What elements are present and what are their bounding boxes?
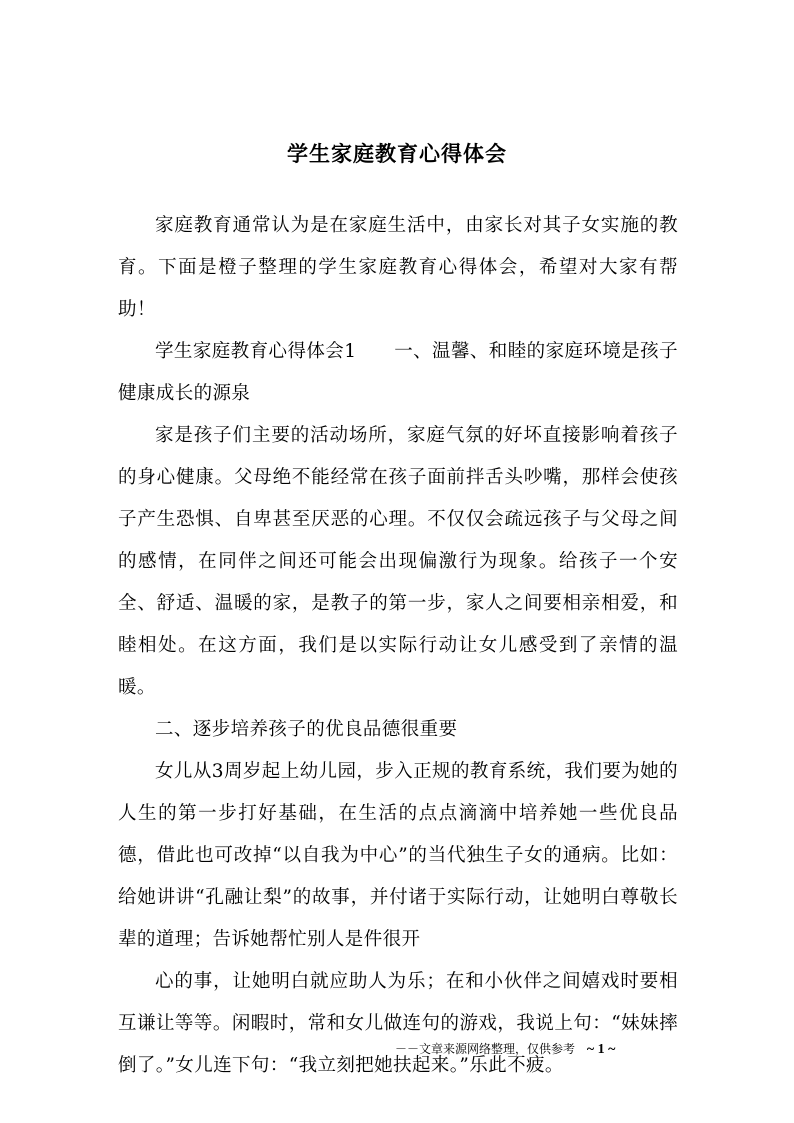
footer-source-note: －－文章来源网络整理，仅供参考 xyxy=(395,1042,576,1056)
page-number: ~ 1 ~ xyxy=(586,1042,616,1057)
paragraph-intro: 家庭教育通常认为是在家庭生活中，由家长对其子女实施的教育。下面是橙子整理的学生家庭教育心得体会，希望对大家有帮助！ xyxy=(118,215,678,320)
paragraph-helping-others: 心的事，让她明白就应助人为乐；在和小伙伴之间嬉戏时要相互谦让等等。闲暇时，常和女儿做连句的游戏，我说上句：“妹妹摔倒了。”女儿连下句：“我立刻把她扶起来。”乐此不疲。 xyxy=(118,971,678,1076)
paragraph-section-heading-2: 二、逐步培养孩子的优良品德很重要 xyxy=(155,719,458,740)
document-body xyxy=(118,205,678,1087)
document-title: 学生家庭教育心得体会 xyxy=(287,141,507,166)
page-footer xyxy=(395,1040,615,1058)
paragraph-moral-education: 女儿从3周岁起上幼儿园，步入正规的教育系统，我们要为她的人生的第一步打好基础，在生活的点点滴滴中培养她一些优良品德，借此也可改掉“以自我为中心”的当代独生子女的通病。比如：给她讲讲“孔融让梨”的故事，并付诸于实际行动，让她明白尊敬长辈的道理；告诉她帮忙别人是件很开 xyxy=(118,761,678,950)
paragraph-family-environment: 家是孩子们主要的活动场所，家庭气氛的好坏直接影响着孩子的身心健康。父母绝不能经常在孩子面前拌舌头吵嘴，那样会使孩子产生恐惧、自卑甚至厌恶的心理。不仅仅会疏远孩子与父母之间的感情，在同伴之间还可能会出现偏激行为现象。给孩子一个安全、舒适、温暖的家，是教子的第一步，家人之间要相亲相爱，和睦相处。在这方面，我们是以实际行动让女儿感受到了亲情的温暖。 xyxy=(118,425,678,698)
paragraph-section-heading-1: 学生家庭教育心得体会1 一、温馨、和睦的家庭环境是孩子健康成长的源泉 xyxy=(118,341,678,404)
